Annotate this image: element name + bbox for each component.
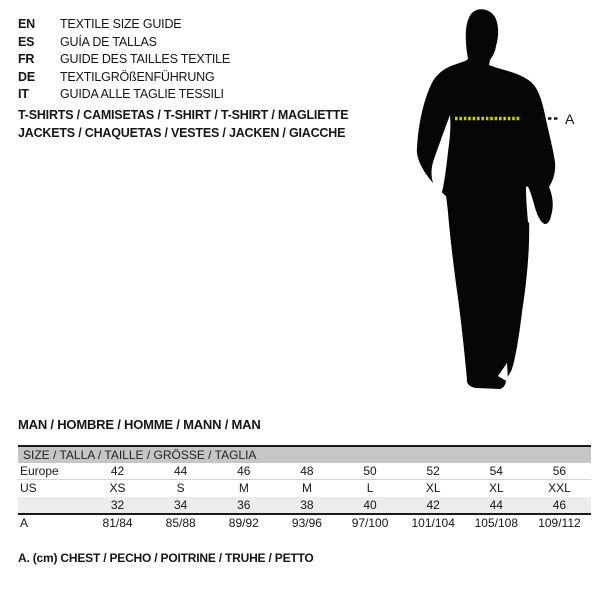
table-cell: 56 [552,464,567,478]
table-cell: XXL [548,481,571,495]
table-cell: 34 [174,498,188,512]
garment-line-jackets: JACKETS / CHAQUETAS / VESTES / JACKEN / GIACCHE [18,126,346,140]
size-table [18,445,591,532]
table-cell: S [176,481,185,495]
garment-type-headings [18,106,348,142]
lang-label: GUIDA ALLE TAGLIE TESSILI [60,87,224,101]
language-list [18,16,230,104]
table-cell: 36 [237,498,251,512]
table-cell: 46 [552,498,567,512]
table-cell: 46 [237,464,251,478]
table-cell: 101/104 [411,516,455,530]
lang-code: IT [18,87,29,101]
table-cell: 42 [110,464,125,478]
table-cell: 85/88 [165,516,196,530]
man-silhouette-figure [395,0,600,400]
table-cell: L [366,481,374,495]
man-silhouette [417,9,555,389]
lang-code: FR [18,52,35,66]
table-cell: 105/108 [474,516,518,530]
table-cell: 38 [300,498,314,512]
lang-label: TEXTILE SIZE GUIDE [60,17,182,31]
lang-row-fr [18,51,230,69]
table-cell: XS [109,481,126,495]
lang-label: GUIDE DES TAILLES TEXTILE [60,52,231,66]
table-cell: 44 [174,464,188,478]
table-row-europe [18,463,591,480]
lang-label: GUÍA DE TALLAS [60,34,157,49]
table-row-us [18,480,591,497]
table-row-chest-a [18,513,591,532]
measurement-footnote: A. (cm) CHEST / PECHO / POITRINE / TRUHE / PETTO [18,551,314,565]
table-cell: M [238,481,249,495]
table-cell: 48 [300,464,314,478]
table-cell: 40 [363,498,377,512]
lang-label: TEXTILGRÖßENFÜHRUNG [60,69,215,84]
measure-label-a: A [565,111,575,127]
table-cell: 32 [110,498,125,512]
table-cell: 81/84 [102,516,133,530]
table-cell: 44 [489,498,503,512]
lang-row-de [18,69,230,87]
lang-code: EN [18,17,35,31]
row-label: Europe [20,464,59,478]
lang-row-it [18,86,230,104]
table-cell: M [301,481,312,495]
lang-code: DE [18,69,35,84]
table-cell: 50 [363,464,377,478]
table-cell: 42 [426,498,440,512]
table-cell: XL [425,481,441,495]
lang-row-es [18,34,230,52]
table-cell: 54 [489,464,503,478]
table-cell: XL [488,481,504,495]
garment-line-tshirts: T-SHIRTS / CAMISETAS / T-SHIRT / T-SHIRT / MAGLIETTE [18,108,349,122]
size-table-header: SIZE / TALLA / TAILLE / GRÖSSE / TAGLIA [18,447,591,463]
table-cell: 93/96 [291,516,322,530]
row-label: US [20,481,37,495]
row-label: A [20,516,29,530]
row-label [18,497,86,513]
lang-row-en [18,16,230,34]
table-cell: 109/112 [538,516,581,530]
section-title-man: MAN / HOMBRE / HOMME / MANN / MAN [18,417,261,432]
table-cell: 89/92 [228,516,259,530]
table-cell: 52 [426,464,440,478]
table-row-alt-sizes [18,497,591,513]
table-cell: 97/100 [351,516,389,530]
lang-code: ES [18,34,35,49]
